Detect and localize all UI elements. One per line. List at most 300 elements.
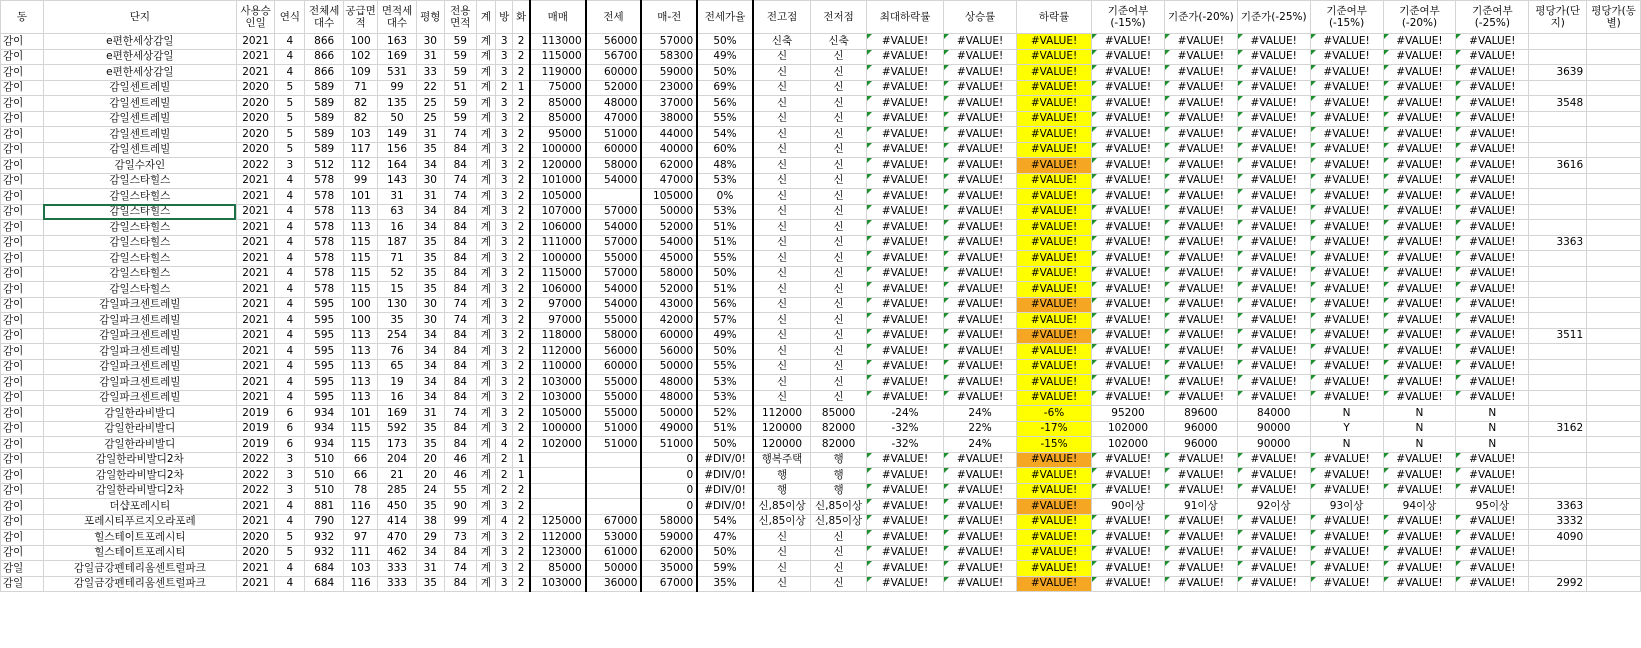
cell[interactable] [1587,235,1641,251]
cell[interactable]: 589 [305,111,344,127]
cell[interactable]: 120000 [753,421,811,437]
cell[interactable]: 신 [811,328,867,344]
cell[interactable]: 감일파크센트레빌 [43,344,236,360]
cell[interactable]: 신 [811,49,867,65]
cell[interactable]: #VALUE! [1456,576,1529,592]
cell[interactable]: 감이 [1,65,44,81]
cell[interactable]: 3 [496,359,513,375]
column-header[interactable]: 하락률 [1017,1,1092,34]
cell[interactable]: #VALUE! [1383,328,1456,344]
cell[interactable]: #VALUE! [1017,204,1092,220]
cell[interactable]: 2021 [236,328,275,344]
cell[interactable]: 4 [275,576,305,592]
cell[interactable] [1587,251,1641,267]
cell[interactable]: 0% [697,189,753,205]
cell[interactable]: 49% [697,49,753,65]
cell[interactable]: 105000 [641,189,697,205]
cell[interactable]: #VALUE! [1237,111,1310,127]
cell[interactable] [1529,468,1587,484]
cell[interactable]: 신 [811,220,867,236]
cell[interactable]: #VALUE! [1164,375,1237,391]
cell[interactable]: 35% [697,576,753,592]
cell[interactable]: 신 [811,204,867,220]
cell[interactable]: #VALUE! [1092,49,1165,65]
cell[interactable]: 감일센트레빌 [43,80,236,96]
cell[interactable]: #VALUE! [866,282,943,298]
cell[interactable]: -6% [1017,406,1092,422]
cell[interactable]: 3 [496,530,513,546]
cell[interactable]: #VALUE! [1017,220,1092,236]
cell[interactable]: 2021 [236,235,275,251]
cell[interactable]: 578 [305,266,344,282]
cell[interactable]: 감일파크센트레빌 [43,375,236,391]
cell[interactable] [1587,406,1641,422]
cell[interactable]: -17% [1017,421,1092,437]
cell[interactable]: 신 [753,204,811,220]
cell[interactable]: 57% [697,313,753,329]
cell[interactable]: #VALUE! [944,313,1017,329]
cell[interactable]: 계 [476,127,495,143]
cell[interactable]: 115 [343,235,377,251]
cell[interactable] [1529,545,1587,561]
cell[interactable]: #VALUE! [1456,96,1529,112]
cell[interactable]: 117 [343,142,377,158]
cell[interactable]: #DIV/0! [697,452,753,468]
cell[interactable]: 신,85이상 [811,514,867,530]
cell[interactable]: #VALUE! [1237,514,1310,530]
cell[interactable]: 4 [275,204,305,220]
cell[interactable]: 589 [305,80,344,96]
cell[interactable]: 신,85이상 [811,499,867,515]
cell[interactable]: 감일 [1,561,44,577]
cell[interactable]: 73 [444,530,476,546]
cell[interactable]: 34 [416,390,444,406]
column-header[interactable]: 기준여부(-15%) [1092,1,1165,34]
cell[interactable]: #VALUE! [1383,375,1456,391]
cell[interactable]: #VALUE! [944,34,1017,50]
cell[interactable]: #VALUE! [1017,328,1092,344]
cell[interactable]: #VALUE! [1456,375,1529,391]
cell[interactable]: #VALUE! [1092,514,1165,530]
cell[interactable]: 450 [378,499,417,515]
cell[interactable] [1529,561,1587,577]
cell[interactable]: 74 [444,297,476,313]
cell[interactable]: #VALUE! [1092,235,1165,251]
cell[interactable]: 신 [811,297,867,313]
cell[interactable]: #VALUE! [1237,251,1310,267]
cell[interactable]: #VALUE! [866,359,943,375]
cell[interactable]: 2 [513,545,530,561]
cell[interactable]: 50000 [641,359,697,375]
cell[interactable]: 35 [416,235,444,251]
column-header[interactable]: 전체세대수 [305,1,344,34]
cell[interactable]: 2 [513,359,530,375]
cell[interactable]: 2 [513,344,530,360]
cell[interactable]: 31 [378,189,417,205]
cell[interactable] [1587,297,1641,313]
cell[interactable]: 4 [275,189,305,205]
cell[interactable]: 계 [476,297,495,313]
cell[interactable]: 84 [444,437,476,453]
cell[interactable]: 94이상 [1383,499,1456,515]
cell[interactable]: #VALUE! [1383,344,1456,360]
cell[interactable]: #VALUE! [944,251,1017,267]
cell[interactable]: #VALUE! [1017,359,1092,375]
cell[interactable] [1529,220,1587,236]
cell[interactable]: 111 [343,545,377,561]
cell[interactable] [1587,421,1641,437]
cell[interactable]: 510 [305,452,344,468]
cell[interactable]: 신 [753,158,811,174]
cell[interactable]: #VALUE! [1310,313,1383,329]
cell[interactable]: #VALUE! [1310,282,1383,298]
cell[interactable]: #VALUE! [1310,65,1383,81]
cell[interactable]: #VALUE! [1092,576,1165,592]
cell[interactable]: 신 [753,530,811,546]
cell[interactable]: #VALUE! [1017,483,1092,499]
cell[interactable]: #VALUE! [944,530,1017,546]
cell[interactable]: 2 [496,468,513,484]
cell[interactable]: 감일수자인 [43,158,236,174]
cell[interactable]: 2020 [236,80,275,96]
cell[interactable]: 35 [416,576,444,592]
cell[interactable]: 113 [343,344,377,360]
cell[interactable]: #VALUE! [1017,80,1092,96]
cell[interactable] [586,499,642,515]
cell[interactable]: 67000 [586,514,642,530]
cell[interactable]: #VALUE! [944,142,1017,158]
column-header[interactable]: 화 [513,1,530,34]
cell[interactable]: #VALUE! [944,452,1017,468]
cell[interactable]: 3 [496,96,513,112]
cell[interactable]: 4 [275,65,305,81]
cell[interactable]: 31 [416,406,444,422]
cell[interactable]: 4 [275,561,305,577]
cell[interactable]: 계 [476,96,495,112]
cell[interactable]: 감이 [1,297,44,313]
cell[interactable]: 2 [513,204,530,220]
cell[interactable]: 62000 [641,158,697,174]
cell[interactable]: 84 [444,390,476,406]
cell[interactable]: #VALUE! [1164,204,1237,220]
cell[interactable]: #VALUE! [1456,142,1529,158]
cell[interactable]: 2 [513,111,530,127]
cell[interactable]: #VALUE! [1237,235,1310,251]
cell[interactable]: 감일한라비발디2차 [43,468,236,484]
cell[interactable]: 29 [416,530,444,546]
cell[interactable]: 감이 [1,468,44,484]
cell[interactable]: 신 [811,189,867,205]
cell[interactable]: 47000 [641,173,697,189]
cell[interactable]: 2 [513,266,530,282]
cell[interactable]: 신 [753,576,811,592]
cell[interactable]: #VALUE! [1310,235,1383,251]
cell[interactable]: 34 [416,344,444,360]
cell[interactable]: 3 [275,483,305,499]
cell[interactable]: 120000 [530,158,586,174]
cell[interactable]: 116 [343,499,377,515]
cell[interactable]: 감이 [1,530,44,546]
cell[interactable]: 3363 [1529,235,1587,251]
cell[interactable]: 57000 [586,235,642,251]
cell[interactable]: 19 [378,375,417,391]
cell[interactable]: 31 [416,49,444,65]
cell[interactable]: 55% [697,251,753,267]
cell[interactable]: #VALUE! [1017,375,1092,391]
cell[interactable]: 3363 [1529,499,1587,515]
cell[interactable]: 16 [378,220,417,236]
cell[interactable]: 97000 [530,313,586,329]
cell[interactable] [1587,80,1641,96]
cell[interactable]: 3 [496,142,513,158]
cell[interactable]: 감일금강펜테리움센트럴파크 [43,576,236,592]
cell[interactable]: 계 [476,34,495,50]
cell[interactable]: #VALUE! [1017,468,1092,484]
cell[interactable]: #VALUE! [944,375,1017,391]
cell[interactable]: 감이 [1,111,44,127]
cell[interactable]: 595 [305,390,344,406]
cell[interactable]: #VALUE! [1383,359,1456,375]
cell[interactable]: 59 [444,49,476,65]
cell[interactable]: 595 [305,375,344,391]
cell[interactable]: 2021 [236,189,275,205]
cell[interactable]: #VALUE! [1092,297,1165,313]
cell[interactable]: 3 [496,127,513,143]
cell[interactable]: 84 [444,142,476,158]
cell[interactable]: 2021 [236,390,275,406]
cell[interactable]: 103000 [530,375,586,391]
cell[interactable]: 43000 [641,297,697,313]
cell[interactable]: #VALUE! [1164,189,1237,205]
cell[interactable]: 510 [305,468,344,484]
cell[interactable]: 감일파크센트레빌 [43,313,236,329]
cell[interactable]: #VALUE! [1456,561,1529,577]
cell[interactable]: #VALUE! [1383,545,1456,561]
cell[interactable]: 90000 [1237,437,1310,453]
cell[interactable]: 56% [697,297,753,313]
cell[interactable]: 54000 [586,220,642,236]
cell[interactable] [1529,204,1587,220]
cell[interactable]: #VALUE! [866,576,943,592]
cell[interactable]: #VALUE! [1164,359,1237,375]
cell[interactable]: #VALUE! [1456,111,1529,127]
cell[interactable]: 49000 [641,421,697,437]
cell[interactable]: #VALUE! [1456,514,1529,530]
cell[interactable]: 2 [513,530,530,546]
cell[interactable]: 신 [811,282,867,298]
cell[interactable]: 신 [811,530,867,546]
cell[interactable]: #VALUE! [866,251,943,267]
cell[interactable]: 125000 [530,514,586,530]
cell[interactable]: N [1383,421,1456,437]
cell[interactable]: 35 [416,421,444,437]
cell[interactable]: #VALUE! [866,34,943,50]
cell[interactable]: 102000 [1092,437,1165,453]
cell[interactable]: 감일파크센트레빌 [43,390,236,406]
cell[interactable]: #VALUE! [1456,282,1529,298]
column-header[interactable]: 기준여부(-25%) [1456,1,1529,34]
cell[interactable] [1587,359,1641,375]
cell[interactable]: #VALUE! [1310,561,1383,577]
cell[interactable]: 55000 [586,313,642,329]
cell[interactable]: #VALUE! [866,65,943,81]
cell[interactable]: #VALUE! [1237,34,1310,50]
cell[interactable]: 신 [811,158,867,174]
cell[interactable]: #VALUE! [1383,65,1456,81]
cell[interactable]: #VALUE! [1383,452,1456,468]
cell[interactable]: 82000 [811,437,867,453]
cell[interactable]: 51000 [586,437,642,453]
cell[interactable]: 462 [378,545,417,561]
cell[interactable]: 2 [496,483,513,499]
cell[interactable]: #VALUE! [1383,49,1456,65]
column-header[interactable]: 전저점 [811,1,867,34]
cell[interactable]: #VALUE! [1092,158,1165,174]
cell[interactable]: 4 [275,313,305,329]
cell[interactable]: 51% [697,282,753,298]
cell[interactable]: 99 [444,514,476,530]
cell[interactable] [1587,96,1641,112]
cell[interactable]: 감일센트레빌 [43,142,236,158]
cell[interactable]: 54000 [641,235,697,251]
cell[interactable]: 감이 [1,204,44,220]
cell[interactable]: 4 [275,499,305,515]
cell[interactable]: 595 [305,359,344,375]
cell[interactable]: 163 [378,34,417,50]
cell[interactable]: 50 [378,111,417,127]
cell[interactable]: 82000 [811,421,867,437]
cell[interactable]: 계 [476,375,495,391]
cell[interactable]: 행복주택 [753,452,811,468]
cell[interactable]: 3 [496,344,513,360]
column-header[interactable]: 단지 [43,1,236,34]
cell[interactable]: 84 [444,375,476,391]
cell[interactable]: 105000 [530,189,586,205]
cell[interactable]: 59 [444,96,476,112]
cell[interactable]: #VALUE! [1237,204,1310,220]
cell[interactable]: #VALUE! [866,530,943,546]
cell[interactable]: #VALUE! [1092,204,1165,220]
cell[interactable]: #VALUE! [1456,49,1529,65]
cell[interactable]: #VALUE! [1164,80,1237,96]
cell[interactable]: -24% [866,406,943,422]
cell[interactable]: 578 [305,204,344,220]
cell[interactable]: #VALUE! [1237,344,1310,360]
cell[interactable]: 3 [496,499,513,515]
cell[interactable]: #VALUE! [1310,173,1383,189]
cell[interactable]: 100000 [530,421,586,437]
cell[interactable]: #VALUE! [1310,375,1383,391]
cell[interactable]: #VALUE! [944,359,1017,375]
cell[interactable]: #VALUE! [1310,344,1383,360]
cell[interactable]: 감이 [1,437,44,453]
cell[interactable]: 2 [513,483,530,499]
cell[interactable]: #VALUE! [1017,452,1092,468]
cell[interactable]: 23000 [641,80,697,96]
cell[interactable]: 2 [513,282,530,298]
cell[interactable]: #VALUE! [944,499,1017,515]
cell[interactable] [586,483,642,499]
cell[interactable]: #VALUE! [1237,49,1310,65]
cell[interactable]: #VALUE! [1164,576,1237,592]
cell[interactable]: 4 [275,49,305,65]
cell[interactable]: #VALUE! [1164,49,1237,65]
cell[interactable]: 684 [305,576,344,592]
cell[interactable]: 54000 [586,282,642,298]
cell[interactable]: #VALUE! [866,390,943,406]
cell[interactable]: 52000 [586,80,642,96]
cell[interactable]: 74 [444,189,476,205]
cell[interactable]: e편한세상감일 [43,65,236,81]
cell[interactable]: #VALUE! [1164,235,1237,251]
cell[interactable]: 3 [496,158,513,174]
cell[interactable]: 2 [513,576,530,592]
cell[interactable]: 신 [811,251,867,267]
cell[interactable]: 2 [513,173,530,189]
cell[interactable]: 신 [811,235,867,251]
cell[interactable]: 55% [697,111,753,127]
cell[interactable]: #VALUE! [1310,514,1383,530]
cell[interactable] [1529,34,1587,50]
cell[interactable]: 2 [513,514,530,530]
cell[interactable]: 102 [343,49,377,65]
cell[interactable]: 90이상 [1092,499,1165,515]
cell[interactable]: #VALUE! [1092,127,1165,143]
cell[interactable]: 54% [697,127,753,143]
cell[interactable]: 285 [378,483,417,499]
cell[interactable]: 계 [476,437,495,453]
cell[interactable] [1587,49,1641,65]
column-header[interactable]: 평형 [416,1,444,34]
cell[interactable]: 103 [343,561,377,577]
cell[interactable]: 2019 [236,421,275,437]
cell[interactable]: #VALUE! [866,204,943,220]
cell[interactable]: 107000 [530,204,586,220]
cell[interactable] [530,499,586,515]
cell[interactable]: 계 [476,328,495,344]
cell[interactable]: 계 [476,468,495,484]
cell[interactable]: #VALUE! [1456,204,1529,220]
cell[interactable] [1529,189,1587,205]
cell[interactable]: 감이 [1,390,44,406]
cell[interactable]: 3332 [1529,514,1587,530]
cell[interactable]: #VALUE! [866,313,943,329]
cell[interactable]: 51 [444,80,476,96]
cell[interactable]: 578 [305,173,344,189]
cell[interactable]: 감이 [1,251,44,267]
cell[interactable]: 97 [343,530,377,546]
cell[interactable]: #VALUE! [1310,452,1383,468]
cell[interactable]: #VALUE! [1456,235,1529,251]
cell[interactable] [1587,173,1641,189]
cell[interactable]: 101000 [530,173,586,189]
cell[interactable]: 90 [444,499,476,515]
cell[interactable]: 53% [697,204,753,220]
cell[interactable]: 2020 [236,530,275,546]
cell[interactable]: 54000 [586,297,642,313]
cell[interactable]: 감일스타힐스 [43,251,236,267]
cell[interactable]: #VALUE! [944,514,1017,530]
cell[interactable]: 감일스타힐스 [43,266,236,282]
cell[interactable]: 2019 [236,437,275,453]
cell[interactable]: 15 [378,282,417,298]
cell[interactable]: #VALUE! [1164,561,1237,577]
cell[interactable]: 3 [496,173,513,189]
cell[interactable] [586,468,642,484]
cell[interactable]: #VALUE! [1017,158,1092,174]
cell[interactable]: 3 [496,49,513,65]
cell[interactable]: #VALUE! [1017,142,1092,158]
